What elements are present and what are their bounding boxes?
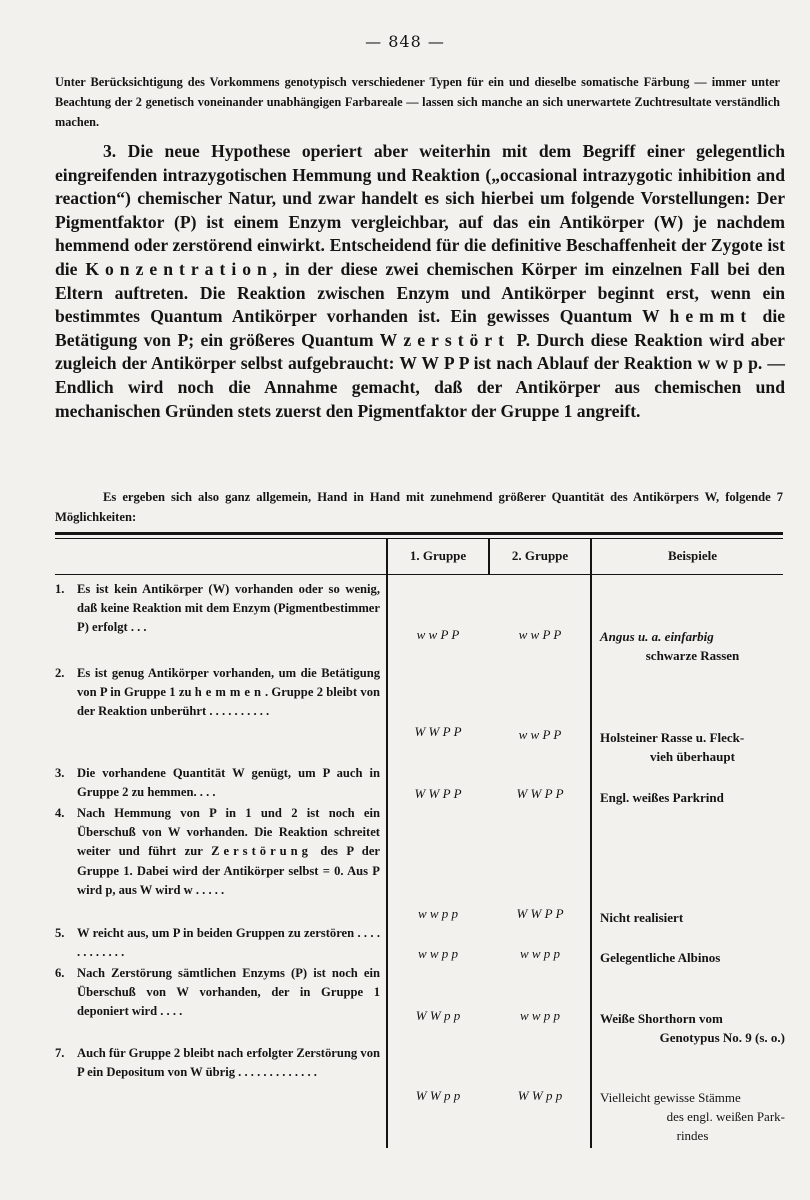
case-number: 4. — [55, 806, 65, 820]
example-cell — [600, 1009, 785, 1047]
example-line: Holsteiner Rasse u. Fleck- — [600, 730, 745, 745]
genotype-gruppe-1: W W p p — [415, 1008, 461, 1023]
hypothesis-text-a: 3. Die neue Hypothese operiert aber weiterhin mit dem Begriff einer gelegentlich eingreifenden intrazygotischen Hemmung und Reaktion („occasional intrazygotic inhibition and reaction“) chemischer Natur, und zwar handelt es sich hierbei um folgende Vorstellungen: Der Pigmentfaktor (P) ist einem Enzym vergleichbar, auf das ein Antikörper (W) je nachdem hemmend oder zerstörend einwirkt. Entscheidend für die definitive Beschaffenheit der Zygote ist die — [55, 141, 785, 279]
example-cell — [600, 788, 785, 807]
hypothesis-paragraph — [55, 140, 785, 423]
table-row — [55, 1044, 380, 1082]
example-line: Weiße Shorthorn vom — [600, 1011, 723, 1026]
emphasis-hemmt: hemmt — [669, 306, 753, 327]
genotype-gruppe-1: W W p p — [415, 1088, 461, 1103]
example-cell — [600, 1088, 785, 1146]
example-line: rindes — [676, 1128, 709, 1144]
example-line: vieh überhaupt — [650, 749, 735, 765]
genotype-gruppe-1: W W P P — [414, 724, 462, 739]
example-cell — [600, 908, 785, 927]
case-number: 3. — [55, 766, 65, 780]
example-cell — [600, 948, 785, 967]
genotype-gruppe-1: w w p p — [417, 906, 459, 921]
case-number: 2. — [55, 666, 65, 680]
possibilities-intro — [55, 487, 783, 527]
example-line: Nicht realisiert — [600, 910, 684, 925]
example-line: Engl. weißes Parkrind — [600, 790, 724, 805]
example-line: Genotypus No. 9 (s. o.) — [659, 1030, 785, 1046]
case-text: Nach Zerstörung sämtlichen Enzyms (P) ist noch ein Überschuß von W vorhanden, der in Gruppe 1 deponiert wird . . . . — [77, 966, 380, 1019]
genotype-gruppe-2: w w P P — [518, 627, 562, 642]
table-row — [55, 580, 380, 638]
table-header-rule — [55, 574, 783, 575]
page-number: — 848 — — [365, 32, 445, 51]
hypothesis-text-d: P. Durch diese Reaktion wird aber zugleich der Antikörper selbst aufgebraucht: W W P P ist nach Ablauf der Reaktion w w p p. — Endlich wird noch die Annahme gemacht, daß der Antikörper aus chemischen und mechanischen Gründen stets zuerst den Pigmentfaktor der Gruppe 1 angreift. — [55, 329, 785, 421]
emphasis-konzentration: Konzentration — [85, 258, 273, 279]
example-line: schwarze Rassen — [645, 648, 740, 664]
case-text: Es ist genug Antikörper vorhanden, um die Betätigung von P in Gruppe 1 zu hemmen. Gruppe 2 bleibt von der Reaktion unberührt . . . . . . . . . . — [77, 666, 380, 719]
genotype-gruppe-2: W W P P — [516, 786, 564, 801]
genotype-gruppe-1: w w p p — [417, 946, 459, 961]
table-row — [55, 764, 380, 802]
genotype-gruppe-2: w w p p — [519, 946, 561, 961]
hypothesis-text-c: die Betätigung von P; ein größeres Quantum W — [55, 306, 786, 350]
header-beispiele: Beispiele — [667, 548, 718, 563]
table-row — [55, 664, 380, 722]
example-line: Gelegentliche Albinos — [600, 950, 721, 965]
table-top-rule — [55, 532, 783, 535]
hypothesis-text-b: , in der diese zwei chemischen Körper im einzelnen Fall bei den Eltern auftreten. Die Reaktion zwischen Enzym und Antikörper beginnt erst, wenn ein bestimmtes Quantum Antikörper vorhanden ist. Ein gewisses Quantum W — [55, 258, 785, 327]
table-row — [55, 924, 380, 962]
possibilities-intro-text: Es ergeben sich also ganz allgemein, Hand in Hand mit zunehmend größerer Quantität des Antikörpers W, folgende 7 Möglichkeiten: — [55, 490, 783, 524]
example-cell — [600, 728, 785, 766]
example-cell — [600, 627, 785, 665]
header-gruppe-1: 1. Gruppe — [409, 548, 467, 563]
example-line: des engl. weißen Park- — [666, 1109, 785, 1125]
emphasis-zerstoert: zerstört — [403, 329, 511, 350]
genotype-gruppe-2: W W p p — [517, 1088, 563, 1103]
case-number: 7. — [55, 1046, 65, 1060]
example-line: Vielleicht gewisse Stämme — [600, 1090, 741, 1105]
genotype-gruppe-1: W W P P — [414, 786, 462, 801]
example-line: Angus u. a. einfarbig — [600, 629, 714, 644]
genotype-gruppe-2: w w P P — [518, 727, 562, 742]
case-number: 1. — [55, 582, 65, 596]
table-row — [55, 964, 380, 1022]
column-divider-3 — [590, 538, 592, 1148]
genotype-gruppe-2: W W P P — [516, 906, 564, 921]
table-top-rule-inner — [55, 538, 783, 539]
intro-paragraph: Unter Berücksichtigung des Vorkommens genotypisch verschiedener Typen für ein und dieselbe somatische Färbung — immer unter Beachtung der 2 genetisch voneinander unabhängigen Farbareale — lassen sich manche an sich unerwartete Zuchtresultate verständlich machen. — [55, 75, 780, 129]
case-number: 6. — [55, 966, 65, 980]
genotype-gruppe-2: w w p p — [519, 1008, 561, 1023]
case-text: Nach Hemmung von P in 1 und 2 ist noch ein Überschuß von W vorhanden. Die Reaktion schreitet weiter und führt zur Zerstörung des P der Gruppe 1. Dabei wird der Antikörper selbst = 0. Aus P wird p, aus W wird w . . . . . — [77, 806, 380, 897]
header-gruppe-2: 2. Gruppe — [511, 548, 569, 563]
case-text: W reicht aus, um P in beiden Gruppen zu zerstören . . . . . . . . . . . . — [77, 926, 380, 960]
case-text: Die vorhandene Quantität W genügt, um P auch in Gruppe 2 zu hemmen. . . . — [77, 766, 380, 800]
case-number: 5. — [55, 926, 65, 940]
genotype-gruppe-1: w w P P — [416, 627, 460, 642]
case-text: Auch für Gruppe 2 bleibt nach erfolgter Zerstörung von P ein Depositum von W übrig . . . . . . . . . . . . . — [77, 1046, 380, 1080]
table-row — [55, 804, 380, 900]
case-text: Es ist kein Antikörper (W) vorhanden oder so wenig, daß keine Reaktion mit dem Enzym (Pigmentbestimmer P) erfolgt . . . — [77, 582, 380, 635]
